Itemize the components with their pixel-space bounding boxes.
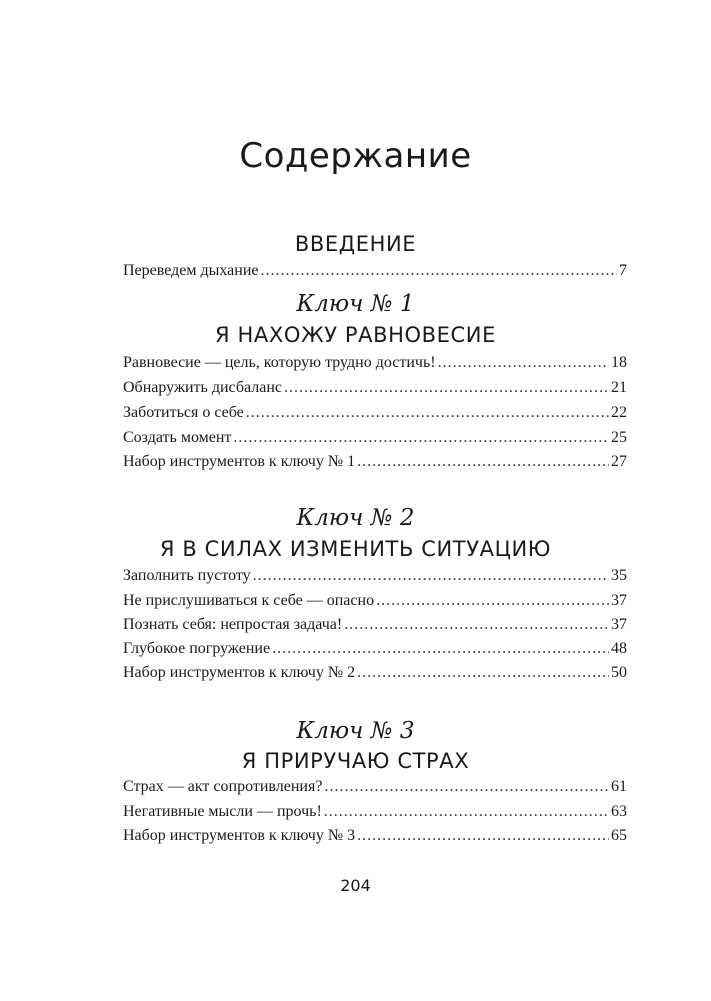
leader-dots	[357, 825, 609, 847]
toc-entry[interactable]	[123, 565, 627, 587]
page-title: Содержание	[239, 136, 472, 176]
toc-entry[interactable]	[123, 427, 627, 449]
leader-dots	[438, 352, 609, 374]
leader-dots	[376, 590, 609, 612]
toc-entry[interactable]	[123, 377, 627, 399]
entry-title: Набор инструментов к ключу № 1	[123, 453, 356, 470]
entry-page: 65	[611, 827, 627, 844]
key-1-subtitle: Я НАХОЖУ РАВНОВЕСИЕ	[215, 323, 496, 347]
entry-page: 21	[611, 379, 627, 396]
entry-page: 35	[611, 567, 627, 584]
leader-dots	[260, 260, 617, 282]
entry-title: Равновесие — цель, которую трудно достичь!	[123, 354, 436, 371]
toc-entry[interactable]	[123, 402, 627, 424]
entry-title: Набор инструментов к ключу № 2	[123, 664, 356, 681]
entry-title: Заботиться о себе	[123, 404, 244, 421]
toc-entry[interactable]	[123, 614, 627, 636]
leader-dots	[233, 427, 609, 449]
toc-entry[interactable]	[123, 801, 627, 823]
toc-entry[interactable]	[123, 590, 627, 612]
page-number: 204	[340, 876, 371, 895]
leader-dots	[324, 776, 609, 798]
entry-title: Страх — акт сопротивления?	[123, 778, 323, 795]
key-1-label: Ключ № 1	[296, 291, 415, 317]
entry-page: 48	[611, 640, 627, 657]
entry-page: 25	[611, 429, 627, 446]
leader-dots	[344, 614, 609, 636]
leader-dots	[284, 377, 609, 399]
entry-page: 37	[611, 616, 627, 633]
entry-page: 61	[611, 778, 627, 795]
entry-title: Не прислушиваться к себе — опасно	[123, 592, 375, 609]
toc-entry[interactable]	[123, 638, 627, 660]
entry-title: Обнаружить дисбаланс	[123, 379, 282, 396]
leader-dots	[324, 801, 609, 823]
toc-entry[interactable]	[123, 776, 627, 798]
entry-title: Негативные мысли — прочь!	[123, 803, 322, 820]
key-2-subtitle: Я В СИЛАХ ИЗМЕНИТЬ СИТУАЦИЮ	[159, 537, 552, 561]
toc-entry[interactable]	[123, 662, 627, 684]
entry-page: 7	[619, 262, 627, 279]
entry-page: 27	[611, 453, 627, 470]
toc-entry[interactable]	[123, 260, 627, 282]
entry-title: Глубокое погружение	[123, 640, 271, 657]
toc-entry[interactable]	[123, 825, 627, 847]
leader-dots	[253, 565, 609, 587]
entry-title: Создать момент	[123, 429, 232, 446]
leader-dots	[357, 662, 609, 684]
intro-heading: ВВЕДЕНИЕ	[294, 232, 417, 256]
key-3-subtitle: Я ПРИРУЧАЮ СТРАХ	[241, 749, 470, 773]
entry-title: Набор инструментов к ключу № 3	[123, 827, 356, 844]
leader-dots	[246, 402, 609, 424]
entry-page: 63	[611, 803, 627, 820]
entry-title: Переведем дыхание	[123, 262, 259, 279]
toc-entry[interactable]	[123, 352, 627, 374]
entry-page: 37	[611, 592, 627, 609]
leader-dots	[272, 638, 609, 660]
toc-entry[interactable]	[123, 451, 627, 473]
entry-title: Заполнить пустоту	[123, 567, 251, 584]
entry-page: 22	[611, 404, 627, 421]
leader-dots	[357, 451, 609, 473]
entry-title: Познать себя: непростая задача!	[123, 616, 343, 633]
key-2-label: Ключ № 2	[296, 505, 415, 531]
entry-page: 50	[611, 664, 627, 681]
key-3-label: Ключ № 3	[296, 718, 415, 744]
entry-page: 18	[611, 354, 627, 371]
